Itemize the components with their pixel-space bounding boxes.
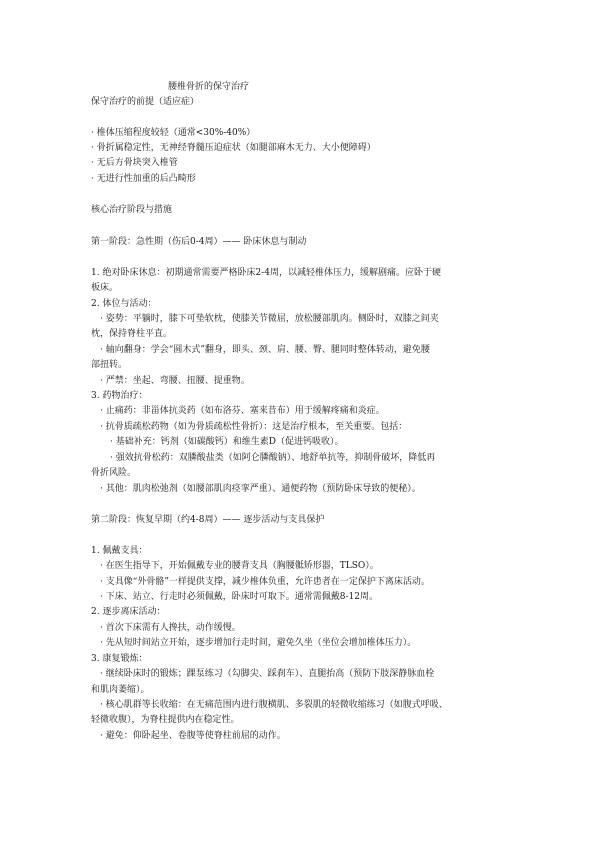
stage1-item-2: 2. 体位与活动： (91, 299, 157, 309)
stage1-item-2a: · 姿势：平躺时，膝下可垫软枕，使膝关节微屈，放松腰部肌肉。侧卧时，双膝之间夹 (100, 314, 439, 324)
stage1-item-2a-cont: 枕，保持脊柱平直。 (91, 329, 173, 339)
stage2-heading: 第二阶段：恢复早期（约4-8周）—— 逐步活动与支具保护 (91, 515, 325, 525)
core-heading: 核心治疗阶段与措施 (91, 205, 173, 215)
stage2-item-2: 2. 逐步离床活动： (91, 607, 166, 617)
stage2-item-3: 3. 康复锻炼： (91, 654, 148, 664)
stage2-item-1: 1. 佩戴支具： (91, 546, 148, 556)
stage2-item-1c: · 下床、站立、行走时必须佩戴，卧床时可取下。通常需佩戴8-12周。 (100, 592, 378, 602)
stage1-heading: 第一阶段：急性期（伤后0-4周）—— 卧床休息与制动 (91, 237, 307, 247)
stage2-item-3b: · 核心肌群等长收缩：在无痛范围内进行腹横肌、多裂肌的轻微收缩练习（如腹式呼吸、 (100, 700, 448, 710)
stage1-item-2b-cont: 部扭转。 (91, 360, 128, 370)
stage2-item-3a: · 继续卧床时的锻炼；踝泵练习（勾脚尖、踩刹车）、直腿抬高（预防下肢深静脉血栓 (100, 669, 435, 679)
indication-item-2: · 骨折属稳定性，无神经脊髓压迫症状（如腿部麻木无力、大小便障碍） (91, 143, 376, 153)
stage2-item-3b-cont: 轻微收腹），为脊柱提供内在稳定性。 (91, 715, 240, 725)
stage1-item-3: 3. 药物治疗： (91, 391, 148, 401)
stage1-item-3b2: · 强效抗骨松药：双膦酸盐类（如阿仑膦酸钠）、地舒单抗等，抑制骨破坏，降低再 (110, 453, 436, 463)
stage1-item-3b2-cont: 骨折风险。 (91, 468, 137, 478)
indication-item-4: · 无进行性加重的后凸畸形 (91, 174, 196, 184)
stage1-item-3c: · 其他：肌肉松弛剂（如腰部肌肉痉挛严重）、通便药物（预防卧床导致的便秘）。 (100, 484, 421, 494)
stage1-item-3b: · 抗骨质疏松药物（如为骨质疏松性骨折）：这是治疗根本，至关重要。包括： (100, 422, 408, 432)
indications-heading: 保守治疗的前提（适应症） (91, 97, 200, 107)
stage1-item-2c: · 严禁：坐起、弯腰、扭腰、提重物。 (100, 376, 250, 386)
stage2-item-2a: · 首次下床需有人搀扶，动作缓慢。 (100, 623, 241, 633)
stage2-item-3c: · 避免：仰卧起坐、卷腹等使脊柱前屈的动作。 (100, 731, 286, 741)
stage2-item-2b: · 先从短时间站立开始，逐步增加行走时间，避免久坐（坐位会增加椎体压力）。 (100, 638, 417, 648)
indication-item-3: · 无后方骨块突入椎管 (91, 158, 178, 168)
page-title: 腰椎骨折的保守治疗 (168, 82, 250, 92)
stage2-item-1a: · 在医生指导下，开始佩戴专业的腰背支具（胸腰骶矫形器，TLSO）。 (100, 561, 379, 571)
stage1-item-1: 1. 绝对卧床休息：初期通常需要严格卧床2-4周，以减轻椎体压力，缓解剧痛。应卧于硬 (91, 268, 441, 278)
stage1-item-2b: · 轴向翻身：学会“圆木式”翻身，即头、颈、肩、腰、臀、腿同时整体转动，避免腰 (100, 345, 430, 355)
stage1-item-3a: · 止痛药：非甾体抗炎药（如布洛芬、塞来昔布）用于缓解疼痛和炎症。 (100, 406, 385, 416)
stage1-item-3b1: · 基础补充：钙剂（如碳酸钙）和维生素D（促进钙吸收）。 (110, 437, 344, 447)
stage2-item-3a-cont: 和肌肉萎缩）。 (91, 685, 150, 695)
stage1-item-1-cont: 板床。 (91, 283, 119, 293)
stage2-item-1b: · 支具像“外骨骼”一样提供支撑，减少椎体负重，允许患者在一定保护下离床活动。 (100, 577, 430, 587)
indication-item-1: · 椎体压缩程度较轻（通常<30%-40%） (91, 128, 256, 138)
